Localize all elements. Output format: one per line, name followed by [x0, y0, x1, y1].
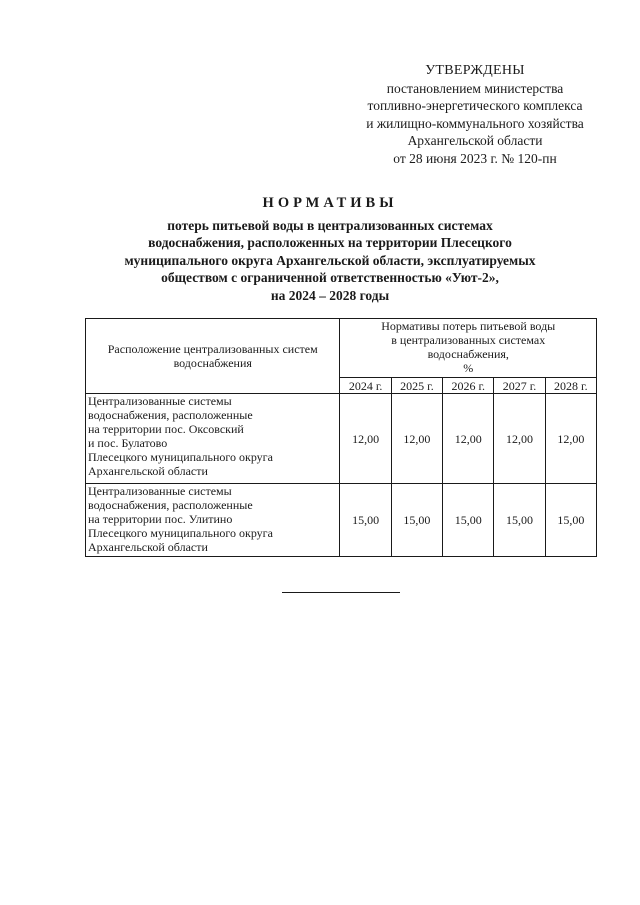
- title-line: муниципального округа Архангельской области, эксплуатируемых: [124, 252, 536, 268]
- closing-line: [282, 592, 400, 593]
- value-cell: 15,00: [545, 484, 596, 557]
- year-header: 2025 г.: [391, 378, 442, 394]
- title-line: водоснабжения, расположенных на территории Плесецкого: [148, 235, 512, 250]
- norms-header-line: в централизованных системах: [391, 333, 546, 347]
- value-cell: 12,00: [443, 394, 494, 484]
- year-header: 2026 г.: [443, 378, 494, 394]
- approval-line: постановлением министерства: [386, 80, 564, 96]
- location-line: водоснабжения, расположенные: [88, 408, 253, 422]
- location-cell: [86, 394, 340, 484]
- value-cell: 12,00: [545, 394, 596, 484]
- norms-header-unit: %: [463, 361, 474, 375]
- location-line: Плесецкого муниципального округа: [88, 526, 273, 540]
- title-heading: НОРМАТИВЫ: [262, 195, 398, 211]
- value-cell: 15,00: [340, 484, 391, 557]
- value-cell: 12,00: [391, 394, 442, 484]
- location-line: на территории пос. Улитино: [88, 512, 233, 526]
- location-line: водоснабжения, расположенные: [88, 498, 253, 512]
- location-line: Централизованные системы: [88, 484, 232, 498]
- year-header: 2028 г.: [545, 378, 596, 394]
- approval-line: и жилищно-коммунального хозяйства: [366, 115, 584, 131]
- location-line: Архангельской области: [88, 464, 208, 478]
- value-cell: 15,00: [391, 484, 442, 557]
- year-header: 2027 г.: [494, 378, 545, 394]
- location-line: и пос. Булатово: [88, 436, 168, 450]
- document-title: [70, 195, 590, 304]
- location-line: на территории пос. Оксовский: [88, 422, 244, 436]
- norms-table: [85, 318, 597, 557]
- approval-block: [330, 62, 620, 167]
- title-line: потерь питьевой воды в централизованных системах: [167, 217, 493, 233]
- value-cell: 15,00: [494, 484, 545, 557]
- location-line: Плесецкого муниципального округа: [88, 450, 273, 464]
- location-line: Архангельской области: [88, 540, 208, 554]
- year-header: 2024 г.: [340, 378, 391, 394]
- approval-line: Архангельской области: [407, 133, 543, 148]
- value-cell: 12,00: [494, 394, 545, 484]
- location-cell: [86, 484, 340, 557]
- value-cell: 12,00: [340, 394, 391, 484]
- title-line: обществом с ограниченной ответственностью «Уют-2»,: [161, 270, 499, 285]
- approval-date-line: от 28 июня 2023 г. № 120-пн: [393, 150, 557, 166]
- value-cell: 15,00: [443, 484, 494, 557]
- approval-stamp: УТВЕРЖДЕНЫ: [425, 63, 525, 78]
- location-header: Расположение централизованных систем водоснабжения: [86, 319, 340, 394]
- approval-line: топливно-энергетического комплекса: [367, 98, 583, 113]
- location-line: Централизованные системы: [88, 394, 232, 408]
- norms-header: [340, 319, 597, 378]
- table-header-row: [86, 319, 597, 378]
- norms-header-line: водоснабжения,: [427, 347, 509, 361]
- norms-header-line: Нормативы потерь питьевой воды: [381, 319, 556, 333]
- table-row: [86, 394, 597, 484]
- table-row: [86, 484, 597, 557]
- title-line: на 2024 – 2028 годы: [270, 287, 390, 303]
